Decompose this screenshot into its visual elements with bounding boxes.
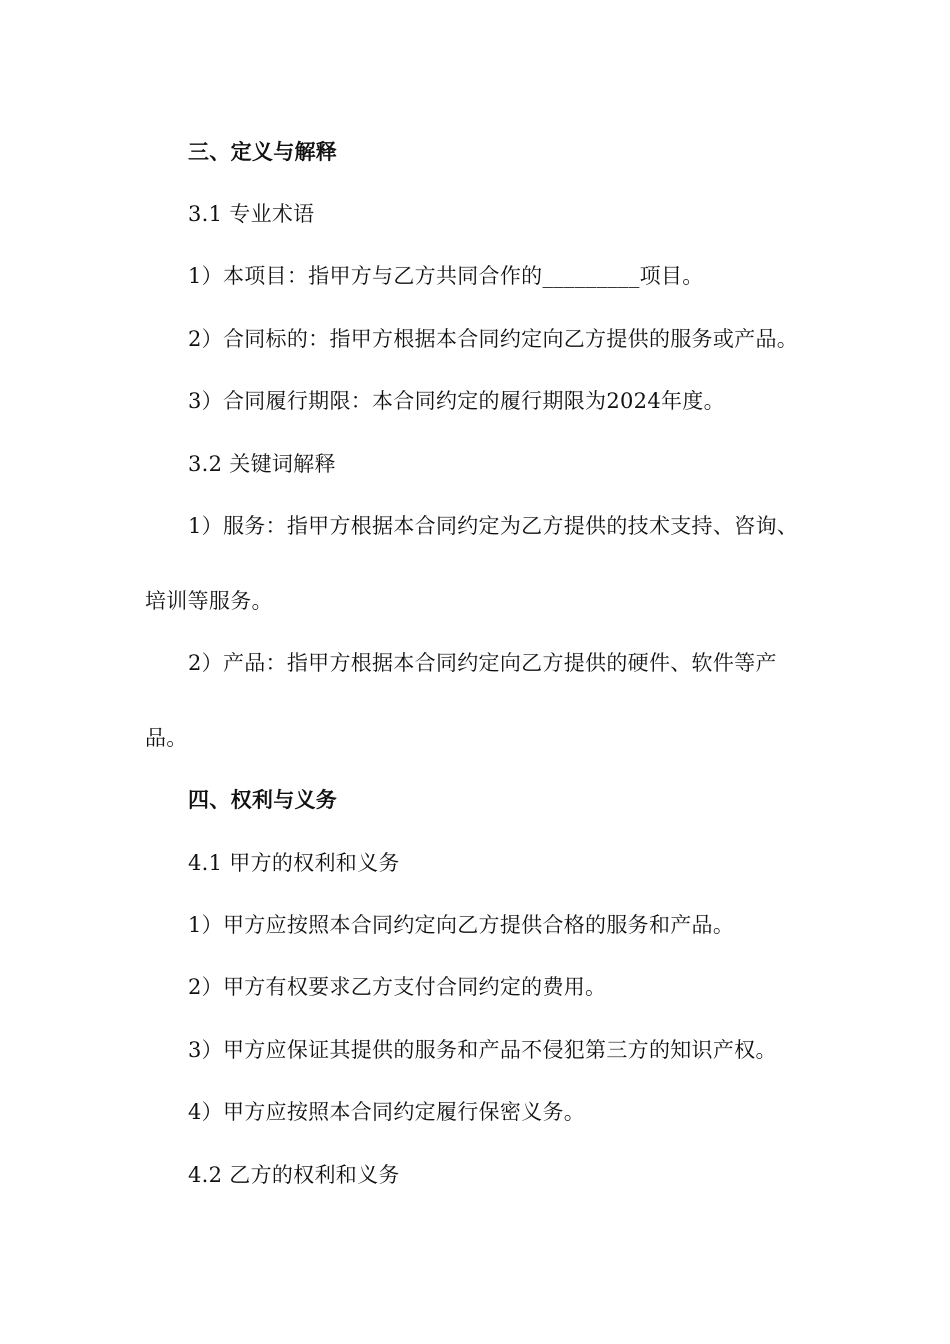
obligation-item-1: 1）甲方应按照本合同约定向乙方提供合格的服务和产品。	[188, 913, 735, 937]
term-item-project: 1）本项目：指甲方与乙方共同合作的_________项目。	[188, 264, 704, 288]
keyword-item-product-line1: 2）产品：指甲方根据本合同约定向乙方提供的硬件、软件等产	[188, 651, 777, 675]
term-item-subject: 2）合同标的：指甲方根据本合同约定向乙方提供的服务或产品。	[188, 327, 799, 351]
keyword-item-product-line2: 品。	[145, 726, 188, 750]
obligation-item-4: 4）甲方应按照本合同约定履行保密义务。	[188, 1100, 586, 1124]
subsection-title-party-b: 4.2 乙方的权利和义务	[188, 1163, 400, 1187]
subsection-title-terms: 3.1 专业术语	[188, 202, 315, 226]
section-heading-definitions: 三、定义与解释	[188, 140, 338, 164]
obligation-item-2: 2）甲方有权要求乙方支付合同约定的费用。	[188, 975, 607, 999]
section-heading-rights: 四、权利与义务	[188, 788, 338, 812]
subsection-title-keywords: 3.2 关键词解释	[188, 452, 336, 476]
term-item-period: 3）合同履行期限：本合同约定的履行期限为2024年度。	[188, 389, 725, 413]
keyword-item-service-line2: 培训等服务。	[145, 589, 273, 613]
obligation-item-3: 3）甲方应保证其提供的服务和产品不侵犯第三方的知识产权。	[188, 1038, 777, 1062]
subsection-title-party-a: 4.1 甲方的权利和义务	[188, 851, 400, 875]
keyword-item-service-line1: 1）服务：指甲方根据本合同约定为乙方提供的技术支持、咨询、	[188, 514, 799, 538]
